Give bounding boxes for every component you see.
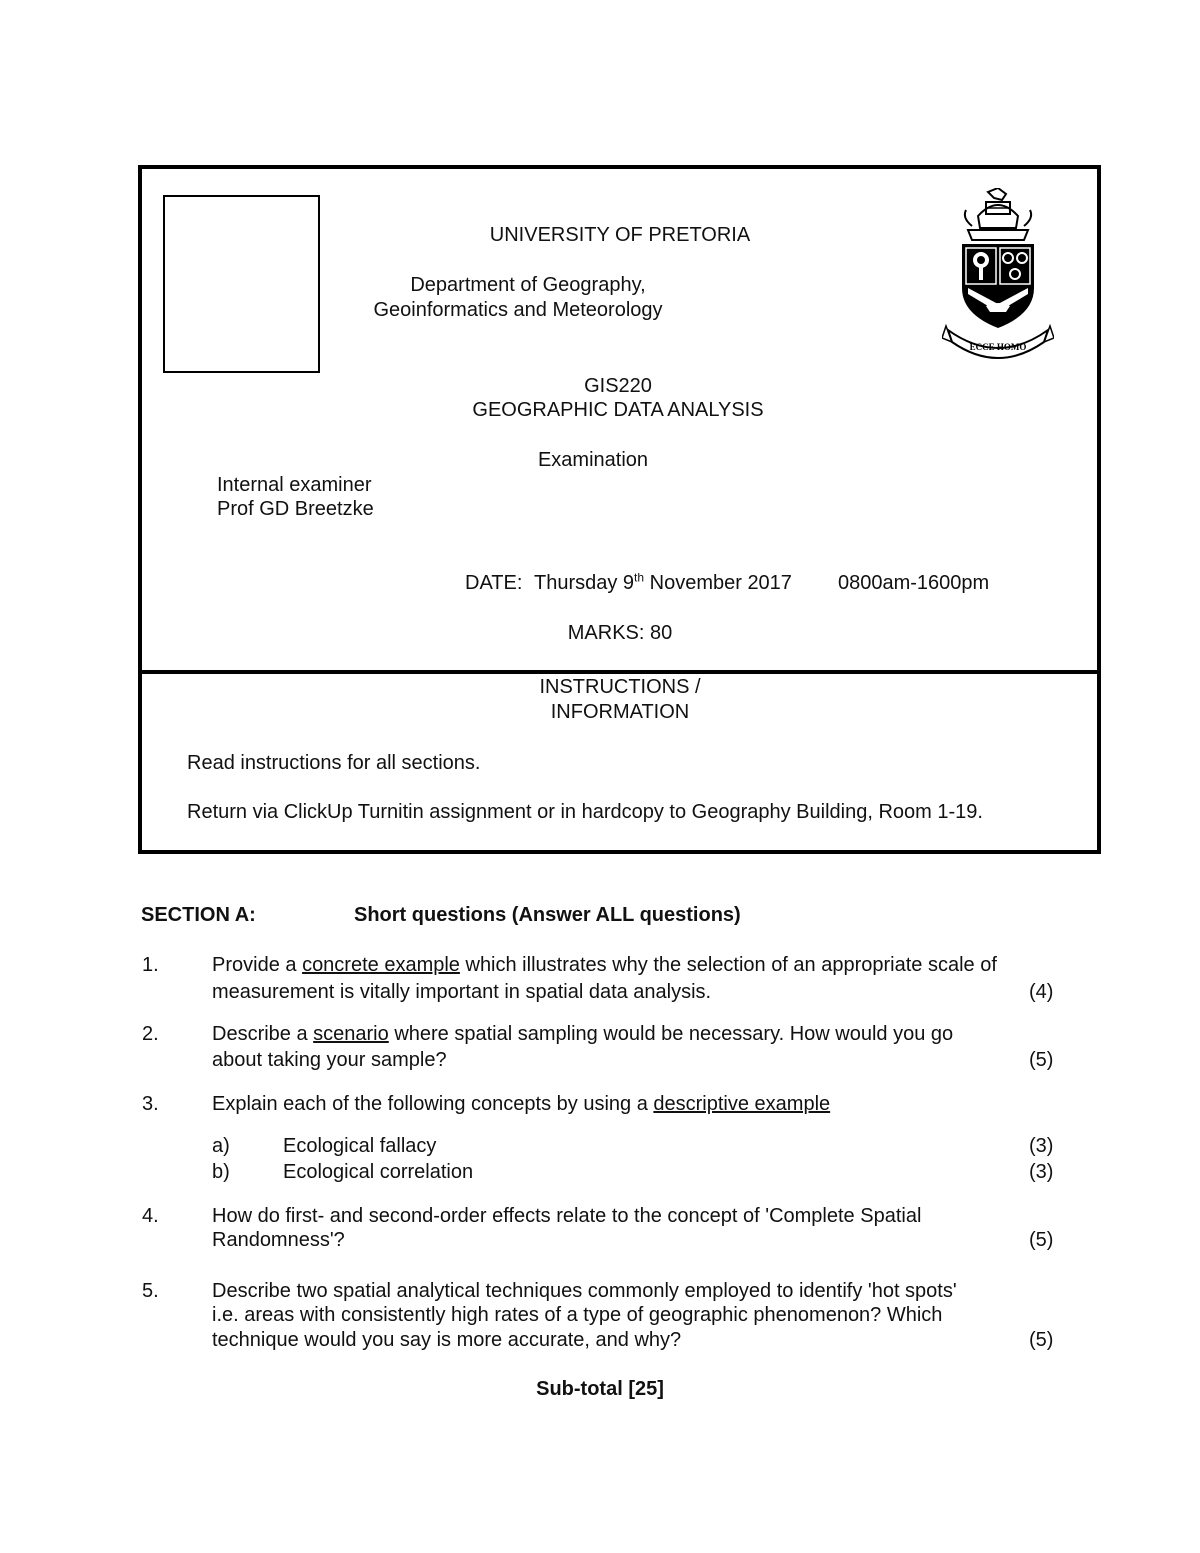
q3a-marks: (3) xyxy=(1029,1135,1054,1157)
q2-pre: Describe a xyxy=(212,1023,314,1045)
q2-number: 2. xyxy=(142,1023,159,1045)
q2-line-1 xyxy=(212,1023,953,1046)
q5-number: 5. xyxy=(142,1280,159,1302)
q5-marks: (5) xyxy=(1029,1329,1054,1351)
exam-date-line xyxy=(465,572,792,595)
q3b-label: b) xyxy=(212,1161,230,1183)
q3-number: 3. xyxy=(142,1093,159,1115)
q1-underlined: concrete example xyxy=(302,954,460,976)
instruction-line-2: Return via ClickUp Turnitin assignment or in hardcopy to Geography Building, Room 1-19. xyxy=(187,801,983,823)
q5-line-1: Describe two spatial analytical techniques commonly employed to identify 'hot spots' xyxy=(212,1280,957,1302)
q1-number: 1. xyxy=(142,954,159,976)
section-a-title: Short questions (Answer ALL questions) xyxy=(354,904,741,926)
date-day: Thursday 9 xyxy=(533,572,635,594)
exam-type: Examination xyxy=(537,449,649,471)
section-a-label: SECTION A: xyxy=(141,904,256,926)
q4-number: 4. xyxy=(142,1205,159,1227)
exam-time: 0800am-1600pm xyxy=(838,572,990,594)
q2-underlined: scenario xyxy=(313,1023,389,1045)
q1-marks: (4) xyxy=(1029,981,1054,1003)
course-code: GIS220 xyxy=(584,375,652,397)
date-month-year: November 2017 xyxy=(649,572,792,594)
q3-line-1 xyxy=(212,1093,830,1116)
date-label: DATE: xyxy=(465,572,523,594)
q3-pre: Explain each of the following concepts by using a xyxy=(212,1093,654,1115)
q4-marks: (5) xyxy=(1029,1229,1054,1251)
q3b-marks: (3) xyxy=(1029,1161,1054,1183)
q3a-text: Ecological fallacy xyxy=(283,1135,437,1157)
q1-line-2: measurement is vitally important in spatial data analysis. xyxy=(212,981,712,1003)
examiner-role: Internal examiner xyxy=(217,474,372,496)
instructions-title-2: INFORMATION xyxy=(550,701,690,723)
examiner-name: Prof GD Breetzke xyxy=(217,498,374,520)
q2-post: where spatial sampling would be necessary. How would you go xyxy=(388,1023,954,1045)
q4-line-2: Randomness'? xyxy=(212,1229,345,1251)
department-line-2: Geoinformatics and Meteorology xyxy=(373,299,663,321)
university-crest-icon xyxy=(942,188,1054,360)
instructions-title-1: INSTRUCTIONS / xyxy=(539,676,701,698)
q3-underlined: descriptive example xyxy=(653,1093,831,1115)
date-suffix: th xyxy=(634,570,645,585)
q3b-text: Ecological correlation xyxy=(283,1161,474,1183)
q1-line-1 xyxy=(212,954,997,977)
q1-post: which illustrates why the selection of an appropriate scale of xyxy=(459,954,997,976)
q1-pre: Provide a xyxy=(212,954,303,976)
university-name: UNIVERSITY OF PRETORIA xyxy=(489,224,751,246)
course-title: GEOGRAPHIC DATA ANALYSIS xyxy=(472,399,764,421)
instruction-line-1: Read instructions for all sections. xyxy=(187,752,481,774)
department-line-1: Department of Geography, xyxy=(410,274,646,296)
crest-motto: ECCE HOMO xyxy=(969,342,1027,352)
q4-line-1: How do first- and second-order effects relate to the concept of 'Complete Spatial xyxy=(212,1205,922,1227)
exam-marks: MARKS: 80 xyxy=(567,622,673,644)
q2-marks: (5) xyxy=(1029,1049,1054,1071)
q5-line-2: i.e. areas with consistently high rates of a type of geographic phenomenon? Which xyxy=(212,1304,943,1326)
q3a-label: a) xyxy=(212,1135,230,1157)
section-a-subtotal: Sub-total [25] xyxy=(536,1378,664,1400)
q2-line-2: about taking your sample? xyxy=(212,1049,447,1071)
q5-line-3: technique would you say is more accurate, and why? xyxy=(212,1329,682,1351)
